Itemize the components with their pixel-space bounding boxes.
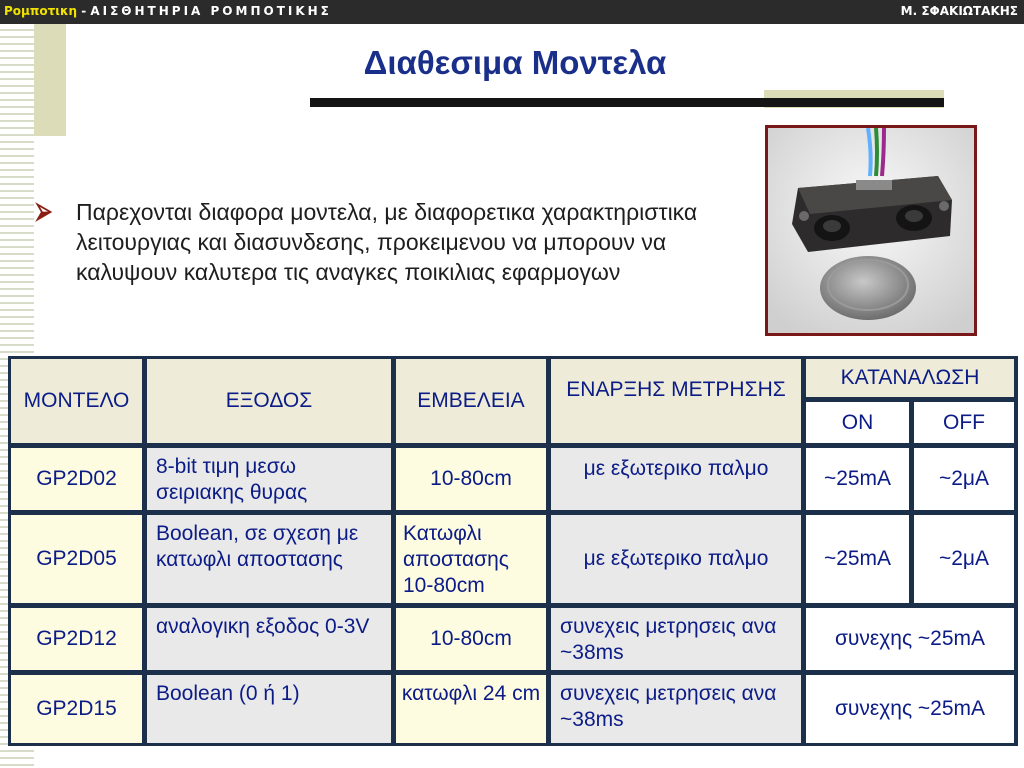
header-on: ON xyxy=(806,402,909,443)
table-row-2-off: ~2μA xyxy=(914,515,1014,603)
header-model: ΜΟΝΤΕΛΟ xyxy=(11,359,142,443)
header-separator: - xyxy=(77,4,91,18)
table-row-3-output: αναλογικη εξοδος 0-3V xyxy=(147,608,391,670)
header-start: ΕΝΑΡΞΗΣ ΜΕΤΡΗΣΗΣ xyxy=(551,359,801,443)
table-row-2-output: Boolean, σε σχεση με κατωφλι αποστασης xyxy=(147,515,391,603)
models-table xyxy=(8,356,1018,746)
header-output: ΕΞΟΔΟΣ xyxy=(147,359,391,443)
table-row-1-output: 8-bit τιμη μεσω σειριακης θυρας xyxy=(147,448,391,510)
table-row-2-model: GP2D05 xyxy=(11,515,142,603)
topic-name: ΑΙΣΘΗΤΗΡΙΑ ΡΟΜΠΟΤΙΚΗΣ xyxy=(90,4,332,18)
table-row-2-on: ~25mA xyxy=(806,515,909,603)
table-row-1-model: GP2D02 xyxy=(11,448,142,510)
header-off: OFF xyxy=(914,402,1014,443)
slide-title: Διαθεσιμα Μοντελα xyxy=(363,44,667,81)
header-consumption: ΚΑΤΑΝΑΛΩΣΗ xyxy=(806,359,1014,397)
table-row-2-range: Κατωφλι αποστασης 10-80cm xyxy=(396,515,546,603)
table-row-4-model: GP2D15 xyxy=(11,675,142,743)
bullet-arrow-icon: ⮚ xyxy=(36,199,52,224)
header-bar xyxy=(0,0,1024,24)
table-row-1-off: ~2μA xyxy=(914,448,1014,510)
course-name: Ρομποτικη xyxy=(4,4,78,18)
sensor-photo xyxy=(765,125,977,336)
table-row-1-start: με εξωτερικο παλμο xyxy=(551,448,801,510)
table-row-3-start: συνεχεις μετρησεις ανα ~38ms xyxy=(551,608,801,670)
header-range: ΕΜΒΕΛΕΙΑ xyxy=(396,359,546,443)
bullet-text: Παρεχονται διαφορα μοντελα, με διαφορετικα χαρακτηριστικα λειτουργιας και διασυνδεσης, προκειμενου να μπορουν να καλυψουν καλυτερα τις αναγκες ποικιλιας εφαρμογων xyxy=(76,199,698,285)
table-row-2-start: με εξωτερικο παλμο xyxy=(551,515,801,603)
table-row-1-range: 10-80cm xyxy=(396,448,546,510)
table-row-3-range: 10-80cm xyxy=(396,608,546,670)
author-name: Μ. ΣΦΑΚΙΩΤΑΚΗΣ xyxy=(900,4,1018,18)
table-row-4-start: συνεχεις μετρησεις ανα ~38ms xyxy=(551,675,801,743)
table-row-4-output: Boolean (0 ή 1) xyxy=(147,675,391,743)
header-left xyxy=(4,4,332,18)
table-row-3-model: GP2D12 xyxy=(11,608,142,670)
table-row-3-consumption: συνεχης ~25mA xyxy=(806,608,1014,670)
title-underline xyxy=(310,98,944,107)
table-row-4-consumption: συνεχης ~25mA xyxy=(806,675,1014,743)
table-row-1-on: ~25mA xyxy=(806,448,909,510)
table-row-4-range: κατωφλι 24 cm xyxy=(396,675,546,743)
sensor-photo-drawing xyxy=(768,128,974,333)
left-tab-block xyxy=(34,24,66,136)
